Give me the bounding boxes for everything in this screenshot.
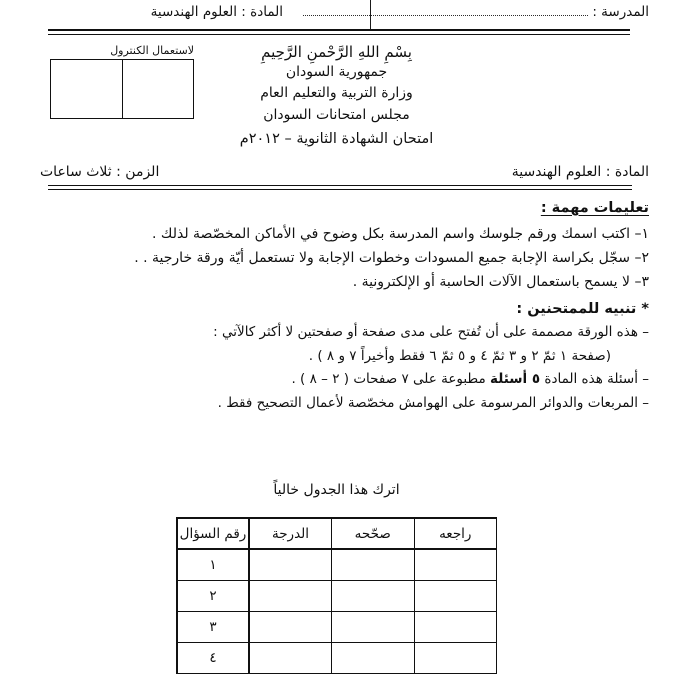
column-header-marked-by: صحّحه xyxy=(332,518,415,549)
table-row xyxy=(177,611,497,642)
country-name: جمهورية السودان xyxy=(285,63,388,80)
school-dotted-input[interactable] xyxy=(303,6,588,16)
header-vertical-divider xyxy=(370,0,371,30)
notice-item-4: – المربعات والدوائر المرسومة على الهوامش مخصّصة لأعمال التصحيح فقط . xyxy=(217,394,649,411)
table-header-row xyxy=(177,518,497,549)
cell-marked-by[interactable] xyxy=(332,549,415,580)
instruction-item-1: ١– اكتب اسمك ورقم جلوسك واسم المدرسة بكل وضوح في الأماكن المخصّصة لذلك . xyxy=(152,226,649,242)
top-header-strip xyxy=(0,0,673,32)
cell-mark[interactable] xyxy=(249,549,332,580)
instruction-item-2: ٢– سجّل بكراسة الإجابة جميع المسودات وخطوات الإجابة ولا تستعمل أيّة ورقة خارجية . . xyxy=(134,250,649,267)
cell-reviewed-by[interactable] xyxy=(414,580,497,611)
cell-mark[interactable] xyxy=(249,642,332,673)
marks-table xyxy=(176,517,497,674)
notice-item-1: – هذه الورقة مصممة على أن تُفتح على مدى صفحة أو صفحتين لا أكثر كالآتي : xyxy=(213,324,649,341)
cell-question-number: ١ xyxy=(177,549,249,580)
cell-marked-by[interactable] xyxy=(332,642,415,673)
cell-question-number: ٤ xyxy=(177,642,249,673)
cell-marked-by[interactable] xyxy=(332,611,415,642)
school-field xyxy=(299,4,649,20)
instruction-item-3: ٣– لا يسمح باستعمال الآلات الحاسبة أو الإلكترونية . xyxy=(352,274,649,291)
subject-top-label: المادة : العلوم الهندسية xyxy=(150,4,283,20)
cell-reviewed-by[interactable] xyxy=(414,642,497,673)
cell-reviewed-by[interactable] xyxy=(414,549,497,580)
ministry-name: وزارة التربية والتعليم العام xyxy=(260,85,413,102)
cell-mark[interactable] xyxy=(249,580,332,611)
cell-marked-by[interactable] xyxy=(332,580,415,611)
instructions-title: تعليمات مهمة : xyxy=(540,200,649,216)
notice-item-2: (صفحة ١ ثمّ ٢ و ٣ ثمّ ٤ و ٥ ثمّ ٦ فقط وأخيراً ٧ و ٨ ) . xyxy=(308,347,611,364)
control-cell-1[interactable] xyxy=(122,60,193,118)
table-row xyxy=(177,642,497,673)
control-use-section xyxy=(48,44,194,119)
table-row xyxy=(177,580,497,611)
header-double-rule xyxy=(48,29,630,35)
notice-item-3: – أسئلة هذه المادة ٥ أسئلة مطبوعة على ٧ صفحات ( ٢ – ٨ ) . xyxy=(291,371,649,388)
exam-title: امتحان الشهادة الثانوية – ٢٠١٢م xyxy=(239,130,434,147)
control-use-label: لاستعمال الكنترول xyxy=(110,44,194,57)
marks-table-body xyxy=(177,549,497,673)
column-header-mark: الدرجة xyxy=(249,518,332,549)
instructions-section xyxy=(24,200,649,415)
subject-label: المادة : العلوم الهندسية xyxy=(511,164,649,180)
school-label: المدرسة : xyxy=(592,4,649,20)
cell-mark[interactable] xyxy=(249,611,332,642)
exam-council-name: مجلس امتحانات السودان xyxy=(263,106,410,123)
table-row xyxy=(177,549,497,580)
subject-double-rule xyxy=(48,185,632,190)
basmala-text: بِسْمِ اللهِ الرَّحْمنِ الرَّحِيمِ xyxy=(261,43,412,61)
control-cell-2[interactable] xyxy=(51,60,122,118)
examinee-notice-title: * تنبيه للممتحنين : xyxy=(516,301,649,318)
column-header-question-number: رقم السؤال xyxy=(177,518,249,549)
cell-question-number: ٣ xyxy=(177,611,249,642)
time-label: الزمن : ثلاث ساعات xyxy=(40,164,160,180)
cell-question-number: ٢ xyxy=(177,580,249,611)
column-header-reviewed-by: راجعه xyxy=(414,518,497,549)
cell-reviewed-by[interactable] xyxy=(414,611,497,642)
control-use-box xyxy=(50,59,194,119)
table-caption: اترك هذا الجدول خالياً xyxy=(273,482,400,498)
